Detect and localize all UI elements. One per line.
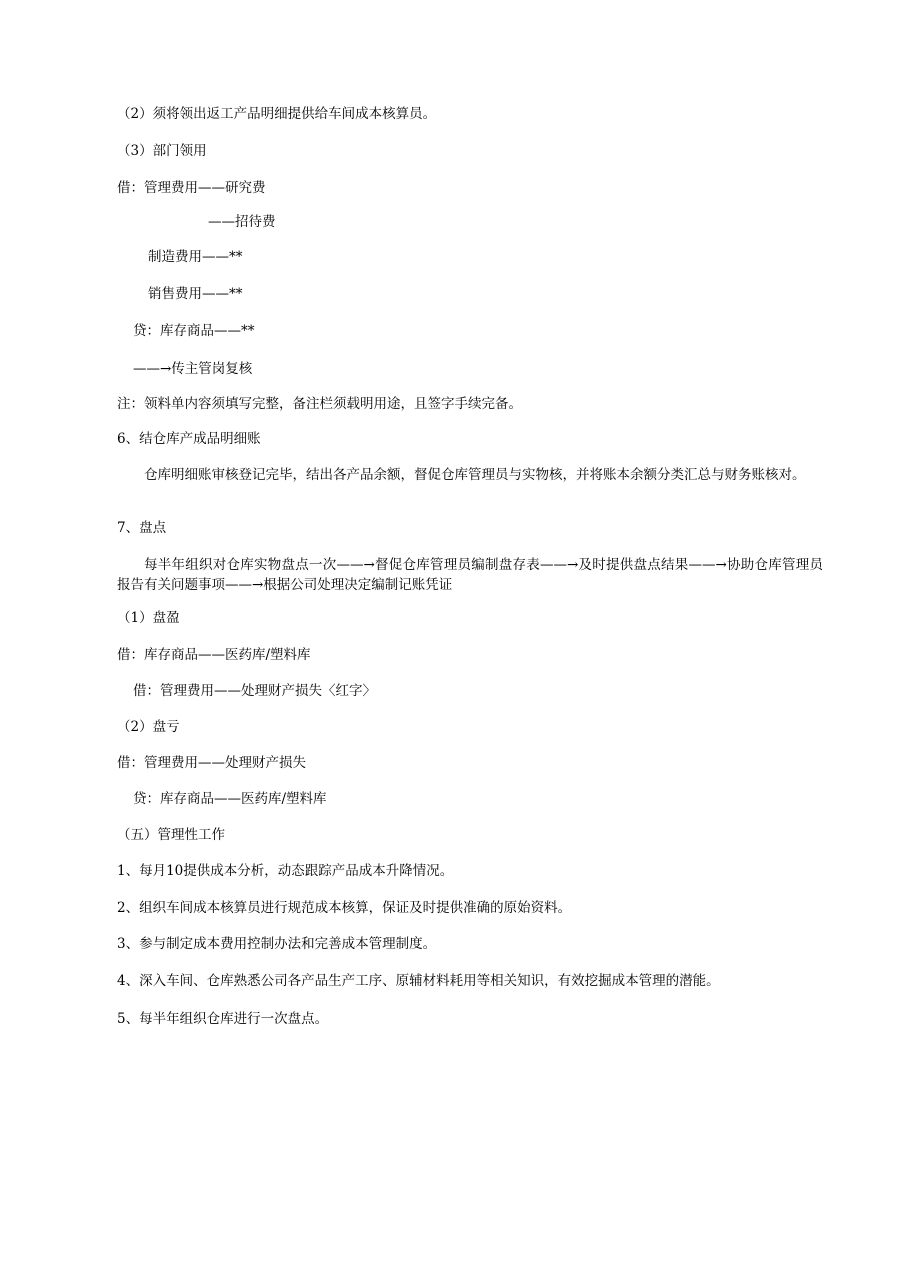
list-item: 4、深入车间、仓库熟悉公司各产品生产工序、原辅材料耗用等相关知识，有效挖掘成本管理的潜能。 <box>117 973 720 989</box>
note-line: 注：领料单内容须填写完整，备注栏须载明用途，且签字手续完备。 <box>117 396 522 412</box>
paragraph: 仓库明细账审核登记完毕，结出各产品余额，督促仓库管理员与实物核，并将账本余额分类汇总与财务账核对。 <box>144 467 806 483</box>
journal-entry-line: 贷：库存商品——** <box>133 323 255 339</box>
section-heading: 7、盘点 <box>117 520 167 536</box>
section-heading: （1）盘盈 <box>117 610 180 626</box>
paragraph: 每半年组织对仓库实物盘点一次——→督促仓库管理员编制盘存表——→及时提供盘点结果——→协助仓库管理员报告有关问题事项——→根据公司处理决定编制记账凭证 <box>117 557 823 593</box>
section-heading: 6、结仓库产成品明细账 <box>117 431 261 447</box>
section-heading: （2）盘亏 <box>117 719 180 735</box>
list-item: 5、每半年组织仓库进行一次盘点。 <box>117 1011 329 1027</box>
section-heading: （五）管理性工作 <box>117 827 225 843</box>
journal-entry-line: 贷：库存商品——医药库/塑料库 <box>133 791 327 807</box>
journal-entry-line: 销售费用——** <box>148 286 243 302</box>
journal-entry-line: 借：管理费用——研究费 <box>117 180 266 196</box>
journal-entry-line: ——招待费 <box>208 214 276 230</box>
flow-line: ——→传主管岗复核 <box>133 361 253 377</box>
section-heading: （3）部门领用 <box>117 143 207 159</box>
list-item: 1、每月10提供成本分析，动态跟踪产品成本升降情况。 <box>117 863 454 879</box>
list-item: 3、参与制定成本费用控制办法和完善成本管理制度。 <box>117 936 437 952</box>
text-line: （2）须将领出返工产品明细提供给车间成本核算员。 <box>117 106 437 122</box>
list-item: 2、组织车间成本核算员进行规范成本核算，保证及时提供准确的原始资料。 <box>117 900 572 916</box>
journal-entry-line: 借：管理费用——处理财产损失〈红字〉 <box>133 683 376 699</box>
journal-entry-line: 借：管理费用——处理财产损失 <box>117 755 306 771</box>
journal-entry-line: 借：库存商品——医药库/塑料库 <box>117 647 311 663</box>
journal-entry-line: 制造费用——** <box>148 249 243 265</box>
